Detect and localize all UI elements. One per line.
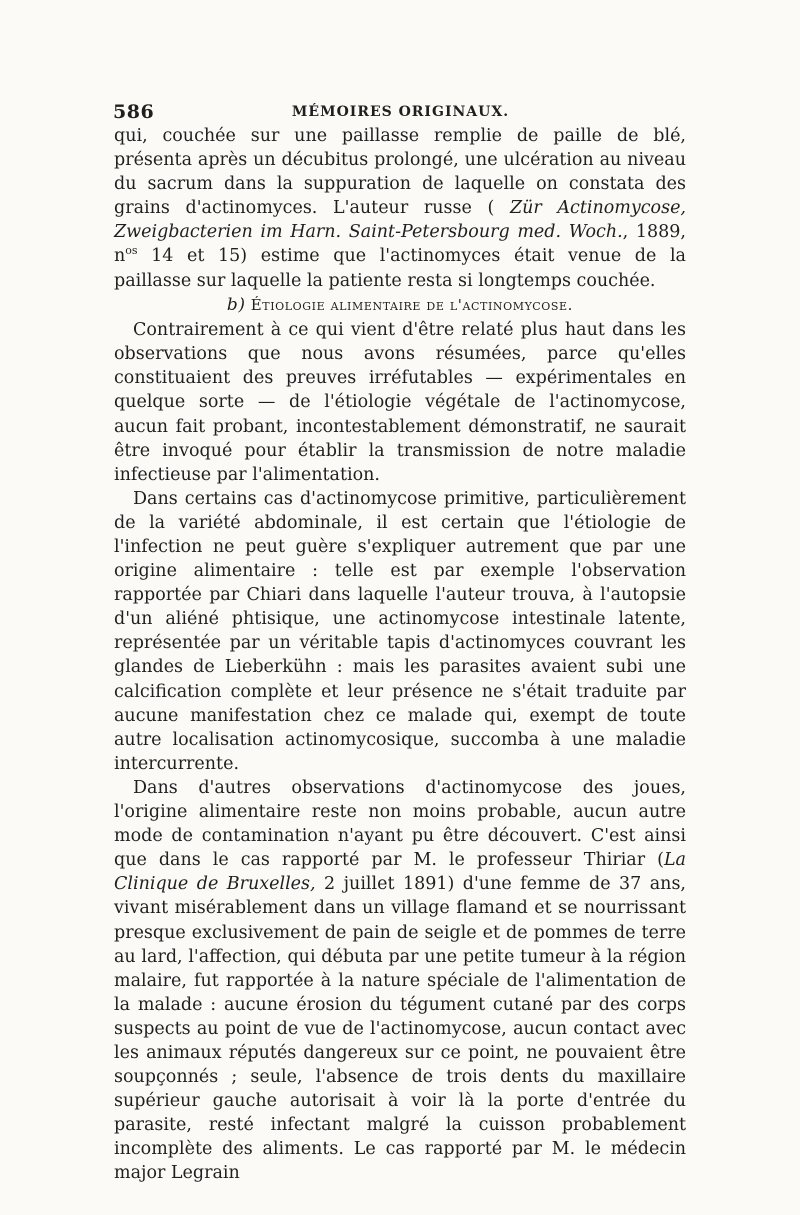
citation-russian-journal: Zür Actinomycose, Zweigbacterien im Harn. Saint-Petersbourg med. Woch.: [114, 198, 686, 243]
paragraph-1: [114, 124, 686, 293]
running-title: MÉMOIRES ORIGINAUX.: [291, 104, 510, 120]
body-text: [114, 124, 686, 1186]
paragraph-1-text-a: qui, couchée sur une paillasse remplie de paille de blé, présenta après un décubitus prolongé, une ulcération au niveau du sacrum dans la suppuration de laquelle on constata des grains d'actinomyces. L'auteur russe (: [114, 126, 686, 219]
page-header: [113, 101, 688, 123]
paragraph-1-text-c: 14 et 15) estime que l'actinomyces était venue de la paillasse sur laquelle la patiente resta si longtemps couchée.: [114, 246, 686, 291]
paragraph-4-text-a: Dans d'autres observations d'actinomycose des joues, l'origine alimentaire reste non moins probable, aucun autre mode de contamination n'ayant pu être découvert. C'est ainsi que dans le cas rapporté par M. le professeur Thiriar (: [114, 777, 686, 871]
citation-clinique-bruxelles: La Clinique de Bruxelles,: [114, 850, 686, 895]
page-number: 586: [113, 101, 155, 123]
paragraph-1-text-b: , 1889, n: [114, 222, 686, 267]
paragraph-4: [114, 776, 686, 1186]
paragraph-4-text-b: 2 juillet 1891) d'une femme de 37 ans, vivant misérablement dans un village flamand et se nourrissant presque exclusivement de pain de seigle et de pommes de terre au lard, l'affection, qui débuta par une petite tumeur à la région malaire, fut rapportée à la nature spéciale de l'alimentation de la malade : aucune érosion du tégument cutané par des corps suspects au point de vue de l'actinomycose, aucun contact avec les animaux réputés dangereux sur ce point, ne pouvaient être soupçonnés ; seule, l'absence de trois dents du maxillaire supérieur gauche autorisait à voir là la porte d'entrée du parasite, resté infectant malgré la cuisson probablement incomplète des aliments. Le cas rapporté par M. le médecin major Legrain: [114, 874, 686, 1184]
paragraph-3: Dans certains cas d'actinomycose primitive, particulièrement de la variété abdominale, il est certain que l'étiologie de l'infection ne peut guère s'expliquer autrement que par une origine alimentaire : telle est par exemple l'observation rapportée par Chiari dans laquelle l'auteur trouva, à l'autopsie d'un aliéné phtisique, une actinomycose intestinale latente, représentée par un véritable tapis d'actinomyces couvrant les glandes de Lieberkühn : mais les parasites avaient subi une calcification complète et leur présence ne s'était traduite par aucune manifestation chez ce malade qui, exempt de toute autre localisation actinomycosique, succomba à une maladie intercurrente.: [114, 488, 686, 774]
section-title: Étiologie alimentaire de l'actinomycose.: [250, 295, 574, 314]
section-heading: [114, 293, 686, 319]
section-letter: b): [226, 294, 246, 315]
superscript-os: os: [125, 244, 138, 258]
paragraph-2: Contrairement à ce qui vient d'être relaté plus haut dans les observations que nous avons résumées, parce qu'elles constituaient des preuves irréfutables — expérimentales en quelque sorte — de l'étiologie végétale de l'actinomycose, aucun fait probant, incontestablement démonstratif, ne saurait être invoqué pour établir la transmission de notre maladie infectieuse par l'alimentation.: [114, 320, 686, 485]
